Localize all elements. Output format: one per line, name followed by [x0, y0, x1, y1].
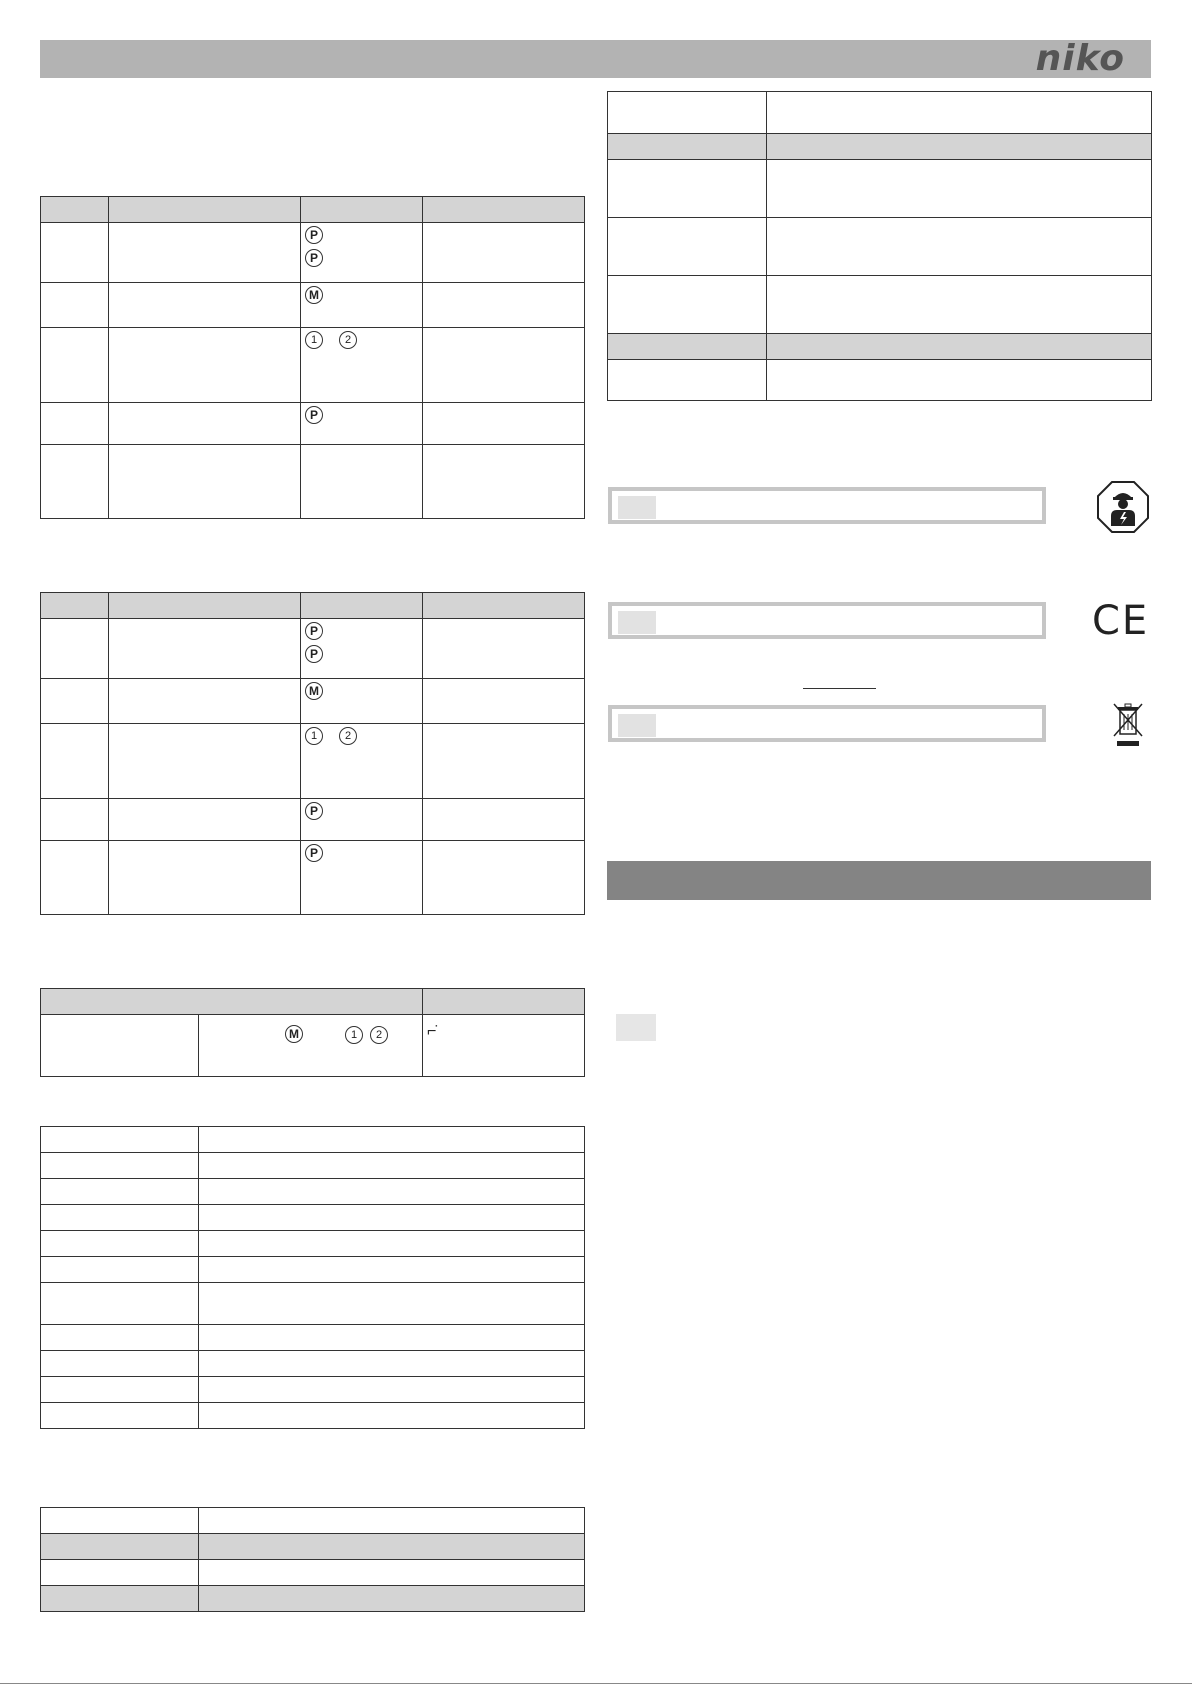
- procedure-table-1: [40, 196, 585, 519]
- table-row: [41, 223, 585, 283]
- display-indicator: ⌐̇: [427, 1023, 437, 1040]
- button-2-symbol: 2: [339, 727, 357, 745]
- right-spec-table: [607, 91, 1152, 401]
- table-header-row: [608, 134, 1152, 160]
- table-row: [41, 841, 585, 915]
- crossed-out-bin-icon: [1110, 700, 1146, 750]
- table-row: [608, 360, 1152, 401]
- qualified-installer-icon: [1096, 480, 1150, 534]
- reset-table: [40, 988, 585, 1077]
- procedure-table-2: [40, 592, 585, 915]
- p-button-symbol: P: [305, 226, 323, 244]
- table-row: [41, 1377, 585, 1403]
- p-button-symbol: P: [305, 645, 323, 663]
- table-row: [41, 1560, 585, 1586]
- m-button-symbol: M: [285, 1025, 303, 1043]
- table-row: [41, 679, 585, 724]
- p-button-symbol: P: [305, 622, 323, 640]
- table-row: [41, 1153, 585, 1179]
- table-row: [608, 218, 1152, 276]
- m-button-symbol: M: [305, 682, 323, 700]
- table-row: [41, 1351, 585, 1377]
- p-button-symbol: P: [305, 406, 323, 424]
- notice-label-placeholder: [618, 496, 656, 519]
- table-row: [608, 160, 1152, 218]
- table-row: [41, 619, 585, 679]
- page-bottom-rule: [0, 1683, 1192, 1684]
- p-button-symbol: P: [305, 249, 323, 267]
- label-placeholder-box: [616, 1014, 656, 1041]
- table-row: [41, 1508, 585, 1534]
- data-table-striped: [40, 1507, 585, 1612]
- section-heading-bar: [607, 861, 1151, 900]
- table-header-row: [41, 197, 585, 223]
- table-row: [41, 1205, 585, 1231]
- notice-label-placeholder: [618, 611, 656, 634]
- table-row: [608, 276, 1152, 334]
- table-header-row: [608, 334, 1152, 360]
- notice-label-placeholder: [618, 714, 656, 737]
- table-row: [41, 1534, 585, 1560]
- button-1-symbol: 1: [345, 1026, 363, 1044]
- table-row: [41, 1586, 585, 1612]
- m-button-symbol: M: [305, 286, 323, 304]
- p-button-symbol: P: [305, 802, 323, 820]
- table-row: [41, 1325, 585, 1351]
- button-1-symbol: 1: [305, 331, 323, 349]
- table-row: [41, 1283, 585, 1325]
- brand-logo: niko: [1035, 38, 1125, 79]
- table-row: [41, 1179, 585, 1205]
- table-header-row: [41, 593, 585, 619]
- table-row: [41, 328, 585, 403]
- underline-mark: [803, 688, 876, 689]
- button-1-symbol: 1: [305, 727, 323, 745]
- table-row: [41, 1403, 585, 1429]
- button-2-symbol: 2: [339, 331, 357, 349]
- table-row: [41, 724, 585, 799]
- table-row: [608, 92, 1152, 134]
- table-row: [41, 799, 585, 841]
- p-button-symbol: P: [305, 844, 323, 862]
- ce-mark-icon: CE: [1092, 598, 1150, 644]
- table-row: [41, 1231, 585, 1257]
- technical-data-table: [40, 1126, 585, 1429]
- header-bar: [40, 40, 1151, 78]
- table-row: [41, 403, 585, 445]
- ce-notice-box: [608, 602, 1046, 639]
- button-2-symbol: 2: [370, 1026, 388, 1044]
- table-row: [41, 283, 585, 328]
- environment-notice-box: [608, 705, 1046, 742]
- table-row: [41, 445, 585, 519]
- table-row: [41, 1127, 585, 1153]
- table-header-row: [41, 989, 585, 1015]
- warning-notice-box: [608, 487, 1046, 524]
- table-row: [41, 1257, 585, 1283]
- table-row: [41, 1015, 585, 1077]
